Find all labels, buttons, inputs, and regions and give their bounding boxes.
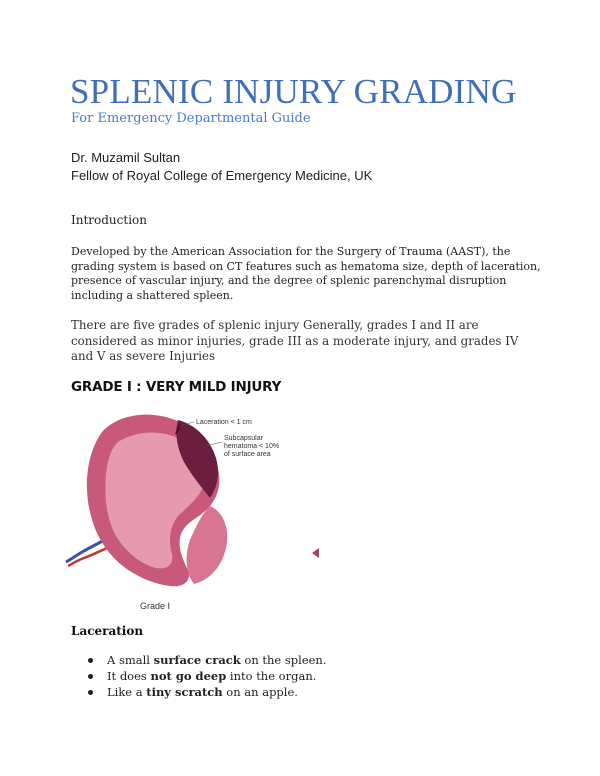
- page-title: SPLENIC INJURY GRADING: [70, 72, 517, 111]
- list-item: A small surface crack on the spleen.: [71, 652, 327, 668]
- grade-heading: GRADE I : VERY MILD INJURY: [71, 379, 282, 395]
- intro-paragraph: Developed by the American Association for the Surgery of Trauma (AAST), the grading system is based on CT features such as hematoma size, depth of laceration, presence of vascular injury, and the degree of splenic parenchymal disruption including a shattered spleen.: [71, 245, 541, 302]
- label-laceration: Laceration < 1 cm: [196, 419, 252, 426]
- bullet-icon: [88, 674, 93, 679]
- label-subcapsular-line1: Subcapsular: [224, 435, 263, 442]
- list-item: It does not go deep into the organ.: [71, 668, 327, 684]
- laceration-bullet-list: [71, 652, 327, 700]
- bullet-icon: [88, 690, 93, 695]
- laceration-heading: Laceration: [71, 624, 144, 638]
- bullet-icon: [88, 658, 93, 663]
- grades-paragraph: There are five grades of splenic injury Generally, grades I and II are considered as minor injuries, grade III as a moderate injury, and grades IV and V as severe Injuries: [71, 318, 519, 363]
- author-block: [71, 149, 372, 185]
- label-subcapsular-line2: hematoma < 10%: [224, 443, 280, 450]
- author-affiliation: Fellow of Royal College of Emergency Medicine, UK: [71, 168, 373, 183]
- intro-heading: Introduction: [71, 213, 147, 227]
- stray-mark-icon: [312, 548, 320, 558]
- figure-caption: Grade I: [140, 601, 171, 611]
- spleen-grade-1-illustration: [60, 402, 330, 617]
- author-name: Dr. Muzamil Sultan: [71, 150, 181, 165]
- page-subtitle: For Emergency Departmental Guide: [71, 111, 311, 126]
- label-subcapsular-line3: of surface area: [224, 451, 271, 458]
- list-item: Like a tiny scratch on an apple.: [71, 684, 327, 700]
